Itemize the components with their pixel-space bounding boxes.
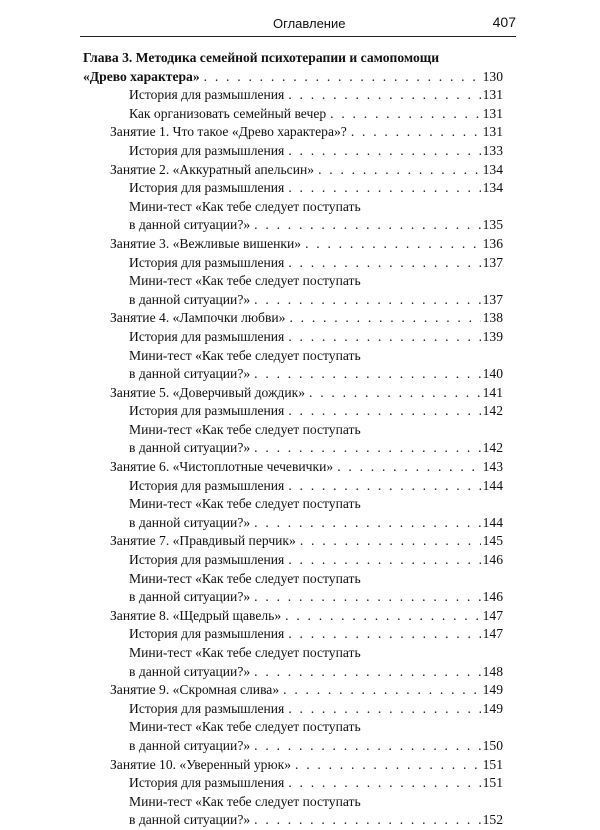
entry-text: Занятие 10. «Уверенный урюк»	[110, 756, 292, 772]
dot-leader	[254, 291, 480, 310]
entry-page: 137	[482, 291, 503, 307]
dot-leader	[288, 179, 480, 198]
dot-leader	[289, 309, 480, 328]
toc-entry-story[interactable]	[83, 625, 503, 644]
dot-leader	[254, 663, 480, 682]
entry-page: 138	[482, 310, 503, 326]
toc-entry-story[interactable]	[83, 551, 503, 570]
header-rule	[80, 36, 516, 37]
toc-entry-minitest-line1[interactable]: Мини-тест «Как тебе следует поступать	[129, 273, 361, 289]
entry-page: 131	[482, 87, 503, 103]
entry-text: История для размышления	[129, 87, 285, 103]
entry-page: 134	[482, 180, 503, 196]
entry-page: 131	[482, 124, 503, 140]
entry-page: 144	[482, 477, 503, 493]
dot-leader	[300, 532, 481, 551]
entry-text: Занятие 3. «Вежливые вишенки»	[110, 235, 302, 251]
toc-entry-story[interactable]	[83, 179, 503, 198]
entry-text: в данной ситуации?»	[129, 589, 251, 605]
entry-text: в данной ситуации?»	[129, 812, 251, 828]
entry-page: 136	[482, 235, 503, 251]
entry-page: 151	[482, 775, 503, 791]
dot-leader	[309, 384, 481, 403]
toc-entry-minitest[interactable]	[83, 291, 503, 310]
dot-leader	[254, 737, 480, 756]
entry-text: История для размышления	[129, 775, 285, 791]
toc-entry-story[interactable]	[83, 254, 503, 273]
toc-entry-minitest[interactable]	[83, 216, 503, 235]
entry-text: История для размышления	[129, 254, 285, 270]
toc-entry-story[interactable]	[83, 142, 503, 161]
toc-entry-minitest-line1[interactable]: Мини-тест «Как тебе следует поступать	[129, 347, 361, 363]
dot-leader	[305, 235, 481, 254]
entry-page: 140	[482, 366, 503, 382]
entry-text: в данной ситуации?»	[129, 440, 251, 456]
dot-leader	[288, 402, 480, 421]
toc-entry-minitest-line1[interactable]: Мини-тест «Как тебе следует поступать	[129, 645, 361, 660]
toc-entry-lesson-5[interactable]	[83, 384, 503, 403]
dot-leader	[288, 774, 480, 793]
entry-page: 149	[482, 700, 503, 716]
toc-entry-minitest[interactable]	[83, 365, 503, 384]
running-header	[80, 10, 516, 36]
dot-leader	[330, 105, 480, 124]
entry-text: в данной ситуации?»	[129, 291, 251, 307]
chapter-title-cont: «Древо характера»	[83, 68, 200, 84]
dot-leader	[288, 328, 480, 347]
toc-entry-minitest-line1[interactable]: Мини-тест «Как тебе следует поступать	[129, 198, 361, 214]
entry-page: 133	[482, 142, 503, 158]
dot-leader	[254, 811, 480, 830]
toc-entry-lesson-7[interactable]	[83, 532, 503, 551]
table-of-contents	[83, 49, 503, 830]
toc-entry-minitest[interactable]	[83, 588, 503, 607]
toc-entry-story[interactable]	[83, 86, 503, 105]
entry-page: 134	[482, 161, 503, 177]
entry-text: в данной ситуации?»	[129, 663, 251, 679]
toc-entry-lesson-4[interactable]	[83, 309, 503, 328]
entry-text: История для размышления	[129, 700, 285, 716]
entry-page: 146	[482, 552, 503, 568]
dot-leader	[295, 756, 481, 775]
toc-entry-minitest-line1[interactable]: Мини-тест «Как тебе следует поступать	[129, 719, 361, 735]
entry-text: в данной ситуации?»	[129, 217, 251, 233]
dot-leader	[254, 216, 480, 235]
dot-leader	[288, 625, 480, 644]
dot-leader	[288, 700, 480, 719]
entry-page: 141	[482, 384, 503, 400]
dot-leader	[288, 86, 480, 105]
dot-leader	[285, 607, 480, 626]
toc-entry-story[interactable]	[83, 477, 503, 496]
toc-entry-story[interactable]	[83, 402, 503, 421]
entry-text: в данной ситуации?»	[129, 514, 251, 530]
dot-leader	[288, 142, 480, 161]
toc-entry-story[interactable]	[83, 700, 503, 719]
entry-text: Занятие 2. «Аккуратный апельсин»	[110, 161, 315, 177]
toc-entry-lesson-2[interactable]	[83, 161, 503, 180]
entry-page: 147	[482, 607, 503, 623]
entry-page: 137	[482, 254, 503, 270]
entry-text: Занятие 7. «Правдивый перчик»	[110, 533, 296, 549]
toc-entry-family-evening[interactable]	[83, 105, 503, 124]
toc-entry-minitest[interactable]	[83, 514, 503, 533]
entry-page: 145	[482, 533, 503, 549]
entry-page: 147	[482, 626, 503, 642]
dot-leader	[254, 514, 480, 533]
entry-text: Как организовать семейный вечер	[129, 105, 327, 121]
chapter-page: 130	[482, 68, 503, 84]
chapter-title: Глава 3. Методика семейной психотерапии и самопомощи	[83, 50, 440, 65]
dot-leader	[351, 123, 481, 142]
toc-entry-minitest[interactable]	[83, 439, 503, 458]
entry-page: 148	[482, 663, 503, 679]
entry-page: 149	[482, 682, 503, 698]
entry-page: 131	[482, 105, 503, 121]
entry-page: 142	[482, 440, 503, 456]
toc-entry-lesson-10[interactable]	[83, 756, 503, 775]
entry-text: Занятие 9. «Скромная слива»	[110, 682, 280, 698]
entry-page: 135	[482, 217, 503, 233]
toc-entry-minitest-line1[interactable]: Мини-тест «Как тебе следует поступать	[129, 496, 361, 512]
toc-entry-lesson-9[interactable]	[83, 681, 503, 700]
entry-text: История для размышления	[129, 142, 285, 158]
toc-entry-minitest-line1[interactable]: Мини-тест «Как тебе следует поступать	[129, 570, 361, 586]
entry-text: Занятие 8. «Щедрый щавель»	[110, 607, 282, 623]
dot-leader	[283, 681, 480, 700]
toc-entry-minitest[interactable]	[83, 663, 503, 682]
entry-text: Занятие 5. «Доверчивый дождик»	[110, 384, 306, 400]
entry-text: История для размышления	[129, 477, 285, 493]
entry-text: Занятие 6. «Чистоплотные чечевички»	[110, 459, 334, 475]
entry-page: 139	[482, 328, 503, 344]
toc-entry-story[interactable]	[83, 328, 503, 347]
toc-entry-minitest-line1[interactable]: Мини-тест «Как тебе следует поступать	[129, 421, 361, 437]
entry-text: в данной ситуации?»	[129, 366, 251, 382]
dot-leader	[254, 365, 480, 384]
entry-text: История для размышления	[129, 403, 285, 419]
toc-entry-lesson-3[interactable]	[83, 235, 503, 254]
header-title: Оглавление	[273, 16, 346, 31]
entry-page: 144	[482, 514, 503, 530]
toc-entry-lesson-8[interactable]	[83, 607, 503, 626]
toc-entry-lesson-1[interactable]	[83, 123, 503, 142]
entry-page: 151	[482, 756, 503, 772]
dot-leader	[288, 551, 480, 570]
toc-entry-minitest[interactable]	[83, 811, 503, 830]
entry-page: 142	[482, 403, 503, 419]
dot-leader	[288, 254, 480, 273]
entry-text: История для размышления	[129, 180, 285, 196]
toc-entry-story[interactable]	[83, 774, 503, 793]
chapter-entry[interactable]	[83, 68, 503, 87]
dot-leader	[254, 439, 480, 458]
dot-leader	[337, 458, 480, 477]
dot-leader	[204, 68, 481, 87]
entry-text: в данной ситуации?»	[129, 737, 251, 753]
dot-leader	[288, 477, 480, 496]
entry-page: 152	[482, 812, 503, 828]
entry-page: 150	[482, 737, 503, 753]
dot-leader	[318, 161, 481, 180]
entry-page: 143	[482, 459, 503, 475]
entry-text: История для размышления	[129, 552, 285, 568]
entry-text: Занятие 4. «Лампочки любви»	[110, 310, 286, 326]
entry-page: 146	[482, 589, 503, 605]
entry-text: История для размышления	[129, 626, 285, 642]
toc-entry-minitest-line1[interactable]: Мини-тест «Как тебе следует поступать	[129, 793, 361, 809]
entry-text: Занятие 1. Что такое «Древо характера»?	[110, 124, 347, 140]
toc-entry-lesson-6[interactable]	[83, 458, 503, 477]
header-page-number: 407	[492, 14, 516, 30]
dot-leader	[254, 588, 480, 607]
entry-text: История для размышления	[129, 328, 285, 344]
toc-entry-minitest[interactable]	[83, 737, 503, 756]
